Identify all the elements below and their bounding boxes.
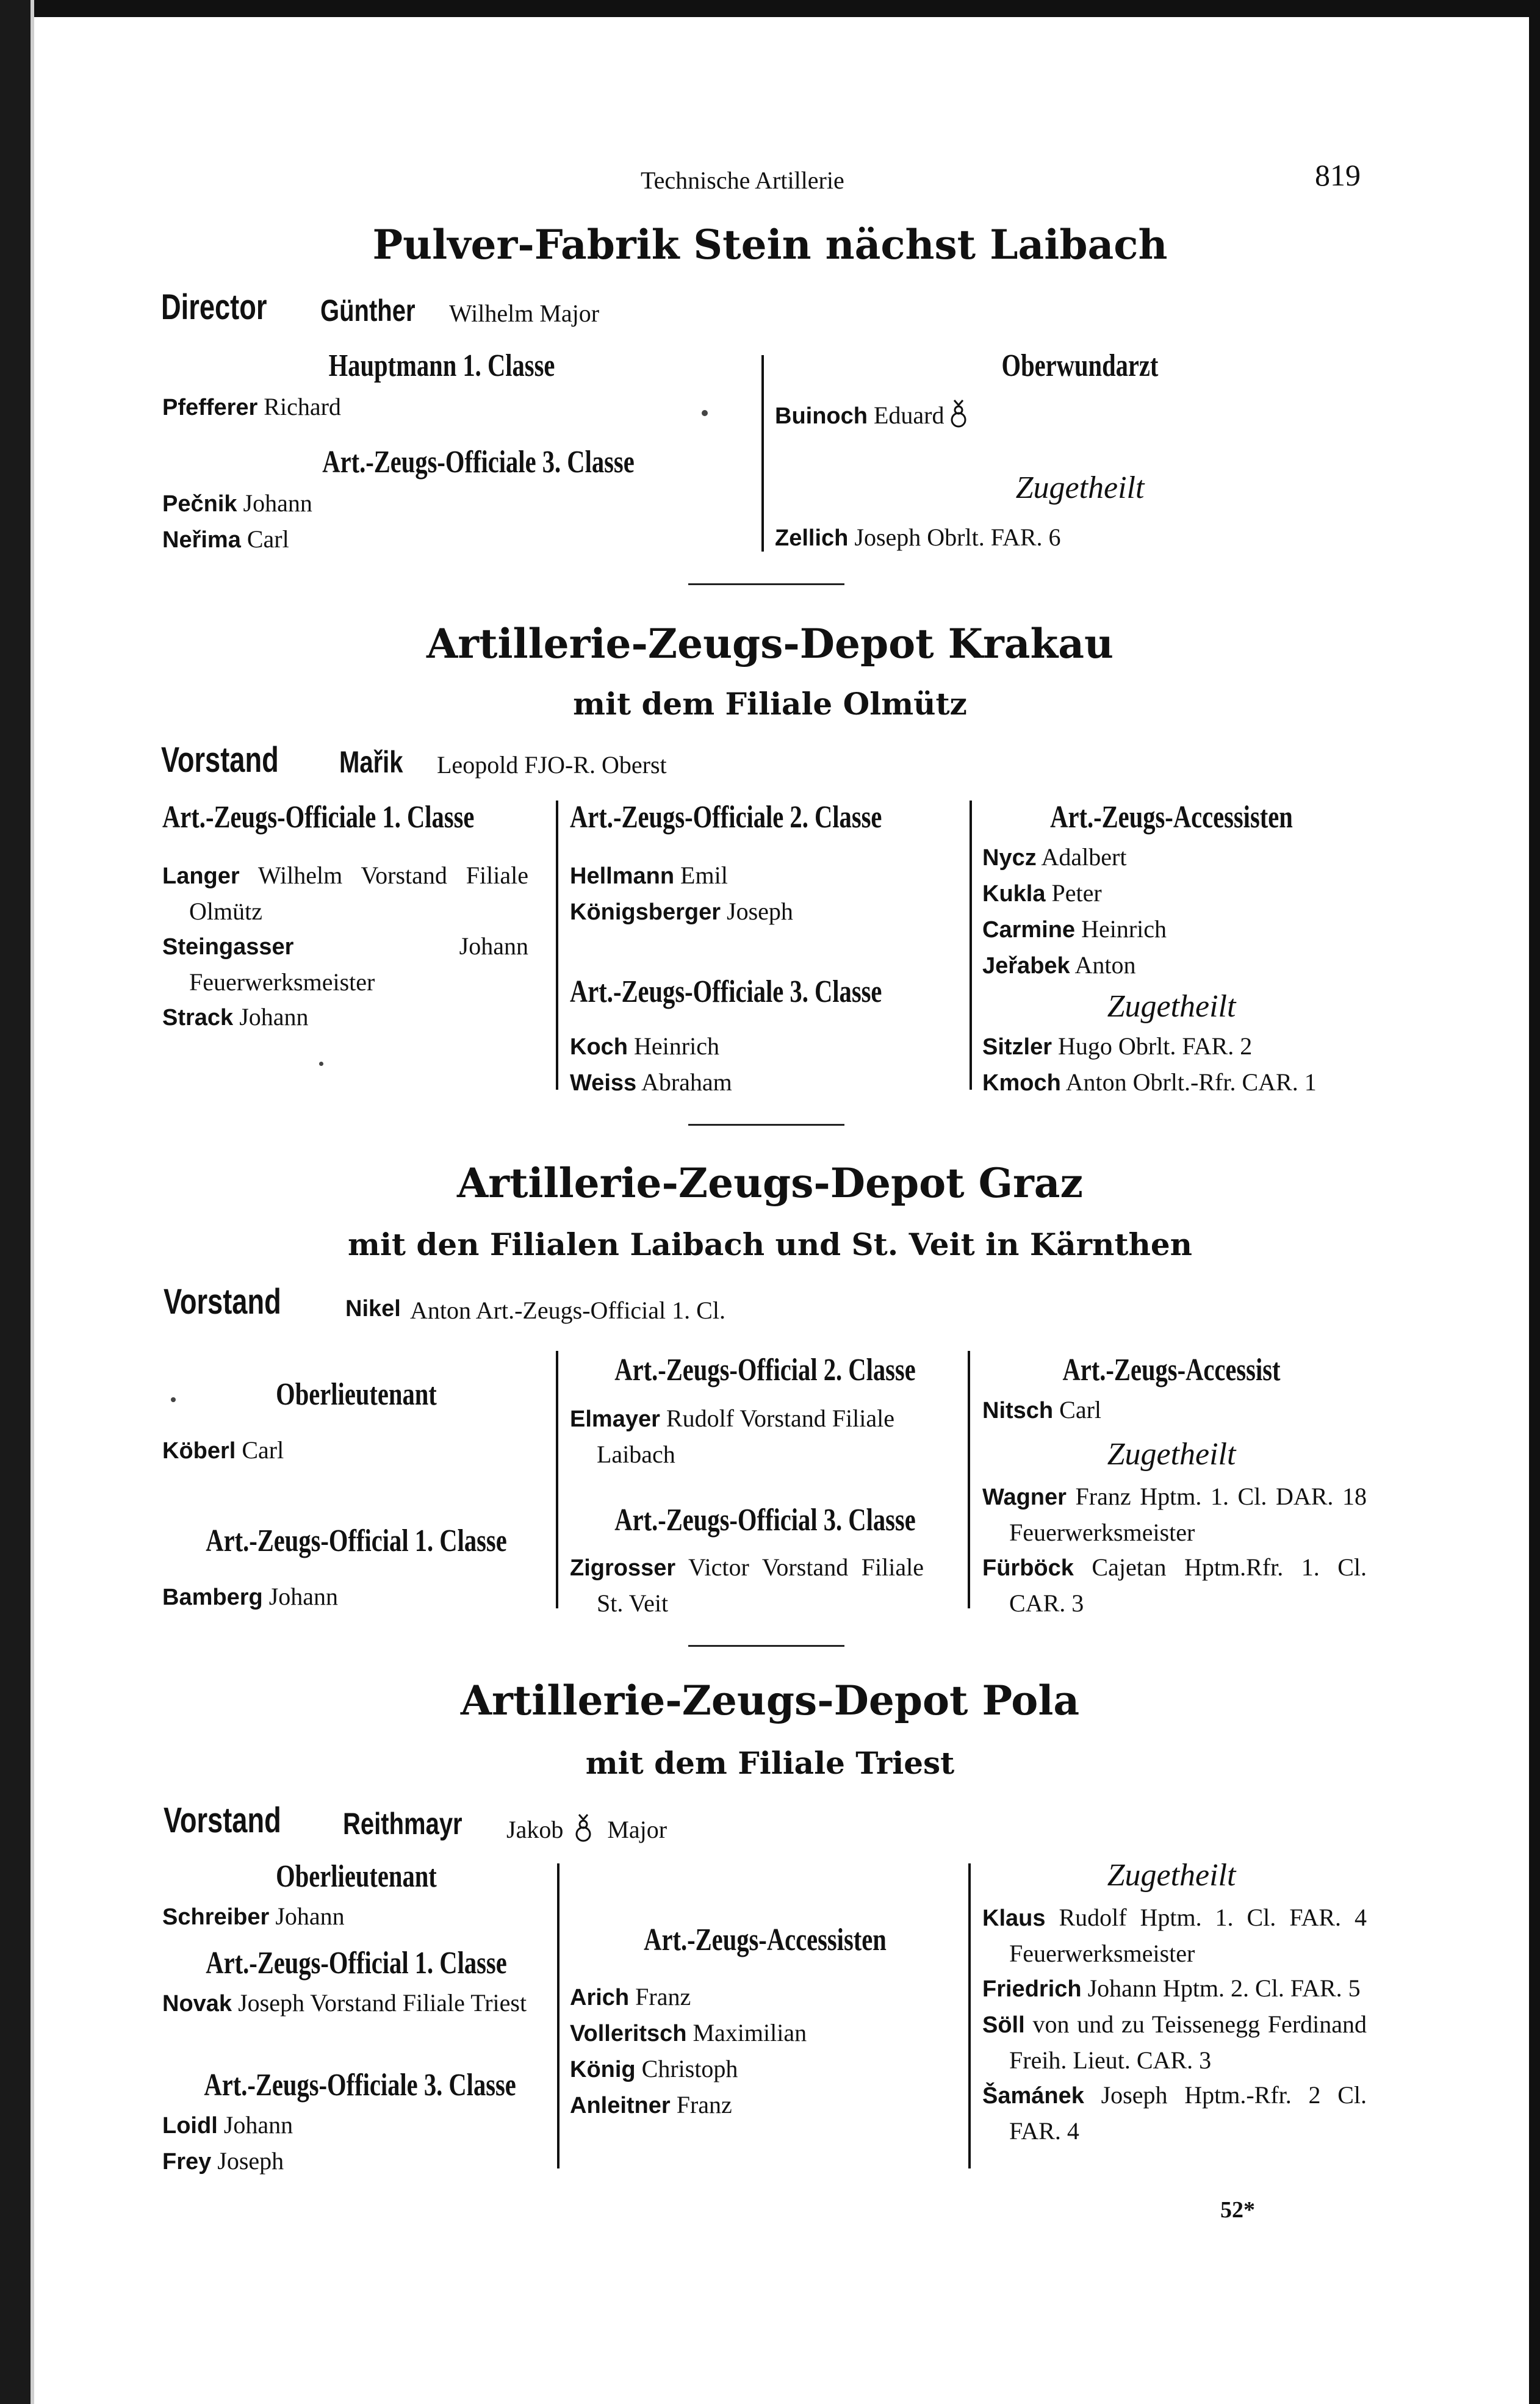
- entry-details: Franz Hptm. 1. Cl. DAR. 18 Feuerwerksmeister: [1009, 1483, 1367, 1546]
- group-heading: Art.-Zeugs-Officiale 3. Classe: [322, 445, 635, 480]
- list-item: [982, 1550, 1367, 1621]
- list-item: [570, 1029, 960, 1065]
- list-item: [162, 2107, 541, 2143]
- entry-list: [162, 389, 736, 425]
- entry-details: Emil: [680, 862, 728, 889]
- list-item: [982, 1392, 1373, 1428]
- entry-name: Friedrich: [982, 1976, 1082, 2002]
- entry-list: [570, 1979, 960, 2123]
- order-decoration-icon: [573, 1812, 594, 1843]
- entry-details: Cajetan Hptm.Rfr. 1. Cl. CAR. 3: [1009, 1553, 1367, 1617]
- entry-list: [982, 1479, 1367, 1621]
- list-item: [982, 1065, 1385, 1101]
- entry-name: Bamberg: [162, 1585, 263, 1610]
- entry-details: Johann Feuerwerksmeister: [189, 932, 528, 996]
- chief-name: Reithmayr: [343, 1807, 462, 1841]
- entry-details: Abraham: [641, 1068, 732, 1096]
- chief-name: Nikel: [345, 1296, 401, 1322]
- group-heading: Art.-Zeugs-Officiale 1. Classe: [162, 800, 475, 835]
- group-heading: Art.-Zeugs-Accessisten: [1050, 800, 1293, 835]
- entry-list: [162, 1579, 541, 1615]
- group-heading: Art.-Zeugs-Official 3. Classe: [614, 1503, 916, 1538]
- entry-details: Joseph: [217, 2147, 284, 2175]
- chief-details: Anton Art.-Zeugs-Official 1. Cl.: [410, 1297, 725, 1324]
- entry-name: Zellich: [775, 525, 849, 551]
- column-divider: [761, 355, 764, 552]
- section-subtitle: mit dem Filiale Triest: [585, 1745, 955, 1781]
- section-subtitle: mit den Filialen Laibach und St. Veit in Kärnthen: [347, 1226, 1192, 1262]
- list-item: [982, 2007, 1367, 2078]
- entry-list: [775, 398, 1263, 434]
- entry-details: Anton: [1074, 951, 1136, 979]
- page-number: 819: [1315, 158, 1361, 192]
- entry-name: Strack: [162, 1005, 234, 1031]
- list-item: [162, 858, 528, 929]
- entry-list: [162, 1985, 548, 2021]
- chief-role: Vorstand: [164, 1801, 281, 1840]
- entry-details: von und zu Teissenegg Ferdinand Freih. Lieut. CAR. 3: [1009, 2010, 1367, 2074]
- entry-name: Jeřabek: [982, 953, 1070, 979]
- group-heading: Art.-Zeugs-Accessisten: [644, 1923, 887, 1957]
- entry-details: Rudolf Hptm. 1. Cl. FAR. 4 Feuerwerksmeister: [1009, 1904, 1367, 1967]
- entry-list: [982, 1392, 1373, 1428]
- group-heading: Oberlieutenant: [276, 1377, 437, 1412]
- list-item: [570, 2015, 960, 2051]
- entry-details: Joseph Obrlt. FAR. 6: [854, 524, 1061, 551]
- list-item: [162, 522, 736, 558]
- entry-name: Arich: [570, 1985, 630, 2010]
- group-heading: Art.-Zeugs-Official 2. Classe: [614, 1353, 916, 1387]
- chief-line: [161, 740, 312, 780]
- chief-line: [164, 1281, 314, 1322]
- group-heading: Hauptmann 1. Classe: [328, 348, 555, 383]
- group-heading: Art.-Zeugs-Officiale 3. Classe: [204, 2068, 516, 2103]
- chief-rank: Major: [607, 1816, 667, 1843]
- chief-name-line: [343, 1806, 492, 1841]
- chief-name: Günther: [320, 293, 416, 328]
- entry-name: Elmayer: [570, 1406, 660, 1432]
- running-head: Technische Artillerie: [641, 167, 844, 194]
- entry-details: Heinrich: [1081, 915, 1167, 943]
- entry-details: Johann: [239, 1003, 309, 1031]
- list-item: [982, 840, 1373, 876]
- entry-details: Heinrich: [634, 1032, 719, 1060]
- entry-name: Klaus: [982, 1906, 1046, 1931]
- chief-role: Director: [161, 287, 267, 327]
- entry-name: Kmoch: [982, 1070, 1061, 1096]
- entry-details: Carl: [1059, 1396, 1102, 1423]
- section-title: Pulver-Fabrik Stein nächst Laibach: [372, 221, 1168, 268]
- entry-name: Fürböck: [982, 1555, 1074, 1581]
- chief-details: Leopold FJO-R. Oberst: [437, 751, 667, 779]
- section-title: Artillerie-Zeugs-Depot Pola: [460, 1677, 1080, 1724]
- entry-name: König: [570, 2057, 636, 2082]
- entry-name: Pečnik: [162, 491, 237, 517]
- list-item: [982, 2078, 1367, 2148]
- entry-list: [570, 1550, 924, 1621]
- group-heading: Oberlieutenant: [276, 1859, 437, 1894]
- entry-list: [162, 1433, 541, 1469]
- list-item: [982, 1971, 1367, 2007]
- entry-name: Köberl: [162, 1438, 236, 1464]
- list-item: [982, 1479, 1367, 1550]
- entry-details: Johann: [275, 1902, 345, 1930]
- entry-name: Schreiber: [162, 1904, 270, 1930]
- chief-role: Vorstand: [164, 1282, 281, 1322]
- group-heading: Art.-Zeugs-Official 1. Classe: [206, 1946, 507, 1981]
- chief-name-line: [320, 293, 439, 328]
- section-divider: [688, 1645, 844, 1647]
- chief-details: [506, 1812, 667, 1844]
- entry-name: Kukla: [982, 881, 1046, 907]
- column-divider: [970, 801, 972, 1090]
- group-heading: Oberwundarzt: [1001, 348, 1159, 383]
- list-item: [162, 1433, 541, 1469]
- entry-details: Victor Vorstand Filiale St. Veit: [597, 1553, 924, 1617]
- entry-details: Johann: [223, 2111, 293, 2139]
- entry-details: Eduard: [873, 401, 945, 429]
- entry-name: Nitsch: [982, 1398, 1054, 1423]
- section-divider: [688, 1124, 844, 1126]
- entry-name: Carmine: [982, 917, 1076, 943]
- group-heading: Art.-Zeugs-Officiale 3. Classe: [570, 974, 882, 1009]
- entry-details: Anton Obrlt.-Rfr. CAR. 1: [1065, 1068, 1317, 1096]
- entry-list: [570, 1401, 960, 1472]
- list-item: [570, 2051, 960, 2087]
- column-divider: [556, 1351, 558, 1608]
- chief-line: [164, 1800, 314, 1841]
- entry-details: Peter: [1051, 879, 1102, 907]
- list-item: [570, 894, 960, 930]
- entry-list: [982, 1900, 1367, 2148]
- entry-name: Frey: [162, 2149, 212, 2175]
- group-heading: Zugetheilt: [1015, 470, 1145, 505]
- entry-details: Johann: [243, 489, 312, 517]
- column-divider: [968, 1351, 970, 1608]
- list-item: [162, 389, 736, 425]
- entry-name: Königsberger: [570, 899, 721, 925]
- entry-list: [982, 840, 1373, 984]
- entry-name: Volleritsch: [570, 2021, 687, 2046]
- chief-name: Mařik: [339, 745, 403, 779]
- stray-mark: [319, 1062, 323, 1066]
- list-item: [775, 520, 1300, 556]
- group-heading: Zugetheilt: [1107, 1437, 1236, 1472]
- chief-first-name: Jakob: [506, 1816, 564, 1843]
- list-item: [570, 1979, 960, 2015]
- entry-name: Koch: [570, 1034, 628, 1060]
- entry-list: [570, 858, 960, 930]
- group-heading: Art.-Zeugs-Accessist: [1062, 1353, 1281, 1387]
- entry-details: Joseph Vorstand Filiale Triest: [238, 1989, 527, 2017]
- entry-details: Carl: [246, 525, 289, 553]
- entry-details: Adalbert: [1041, 843, 1127, 871]
- entry-name: Sitzler: [982, 1034, 1052, 1060]
- entry-details: Rudolf Vorstand Filiale Laibach: [597, 1405, 894, 1468]
- entry-name: Weiss: [570, 1070, 637, 1096]
- entry-name: Loidl: [162, 2113, 218, 2139]
- entry-details: Christoph: [641, 2055, 738, 2082]
- chief-name-line: [339, 744, 419, 780]
- list-item: [162, 999, 528, 1035]
- chief-details: Wilhelm Major: [449, 300, 600, 327]
- entry-name: Wagner: [982, 1485, 1067, 1510]
- entry-name: Neřima: [162, 527, 241, 553]
- list-item: [570, 1550, 924, 1621]
- entry-details: Wilhelm Vorstand Filiale Olmütz: [189, 862, 529, 925]
- column-divider: [968, 1863, 971, 2168]
- group-heading: Art.-Zeugs-Officiale 2. Classe: [570, 800, 882, 835]
- section-title: Artillerie-Zeugs-Depot Graz: [457, 1159, 1083, 1207]
- section-title: Artillerie-Zeugs-Depot Krakau: [426, 620, 1114, 668]
- group-heading: Art.-Zeugs-Official 1. Classe: [206, 1524, 507, 1558]
- entry-list: [162, 486, 736, 558]
- stray-mark: [702, 410, 708, 416]
- entry-name: Pfefferer: [162, 395, 258, 420]
- list-item: [982, 912, 1373, 948]
- entry-name: Hellmann: [570, 863, 675, 889]
- entry-name: Novak: [162, 1991, 232, 2017]
- entry-name: Buinoch: [775, 403, 868, 429]
- entry-list: [162, 1899, 541, 1935]
- list-item: [162, 1985, 548, 2021]
- entry-name: Nycz: [982, 845, 1037, 871]
- list-item: [162, 1899, 541, 1935]
- entry-name: Langer: [162, 863, 240, 889]
- group-heading: Zugetheilt: [1107, 1858, 1236, 1893]
- list-item: [982, 1900, 1367, 1971]
- chief-role: Vorstand: [161, 740, 279, 780]
- entry-details: Richard: [264, 393, 341, 420]
- list-item: [162, 486, 736, 522]
- list-item: [162, 929, 528, 999]
- list-item: [570, 2087, 960, 2123]
- entry-details: Hugo Obrlt. FAR. 2: [1058, 1032, 1253, 1060]
- column-divider: [557, 1863, 560, 2168]
- list-item: [570, 1401, 960, 1472]
- section-subtitle: mit dem Filiale Olmütz: [573, 686, 967, 722]
- entry-details: Maximilian: [693, 2019, 807, 2046]
- list-item: [982, 1029, 1385, 1065]
- section-divider: [688, 583, 844, 585]
- entry-list: [775, 520, 1300, 556]
- stray-mark: [171, 1397, 176, 1402]
- scan-frame-top: [0, 0, 1540, 17]
- chief-line: [161, 287, 297, 328]
- order-decoration-icon: [948, 398, 969, 428]
- entry-name: Söll: [982, 2012, 1025, 2038]
- entry-list: [162, 858, 528, 1035]
- list-item: [570, 1065, 960, 1101]
- entry-list: [162, 2107, 541, 2179]
- entry-details: Carl: [242, 1436, 284, 1464]
- entry-name: Anleitner: [570, 2093, 671, 2118]
- list-item: [775, 398, 1263, 434]
- entry-details: Johann: [268, 1583, 339, 1610]
- group-heading: Zugetheilt: [1107, 989, 1236, 1024]
- column-divider: [556, 801, 558, 1090]
- list-item: [162, 2143, 541, 2179]
- entry-details: Joseph Hptm.-Rfr. 2 Cl. FAR. 4: [1009, 2081, 1367, 2145]
- entry-details: Joseph: [727, 898, 793, 925]
- entry-name: Zigrosser: [570, 1555, 676, 1581]
- entry-list: [982, 1029, 1385, 1101]
- entry-list: [570, 1029, 960, 1101]
- signature-mark: 52*: [1220, 2197, 1255, 2223]
- entry-name: Šamánek: [982, 2083, 1084, 2109]
- list-item: [162, 1579, 541, 1615]
- entry-details: Franz: [635, 1983, 691, 2010]
- list-item: [570, 858, 960, 894]
- chief-name-line: [345, 1296, 401, 1322]
- entry-details: Johann Hptm. 2. Cl. FAR. 5: [1087, 1974, 1361, 2002]
- entry-name: Steingasser: [162, 934, 294, 960]
- list-item: [982, 948, 1373, 984]
- entry-details: Franz: [676, 2091, 732, 2118]
- list-item: [982, 876, 1373, 912]
